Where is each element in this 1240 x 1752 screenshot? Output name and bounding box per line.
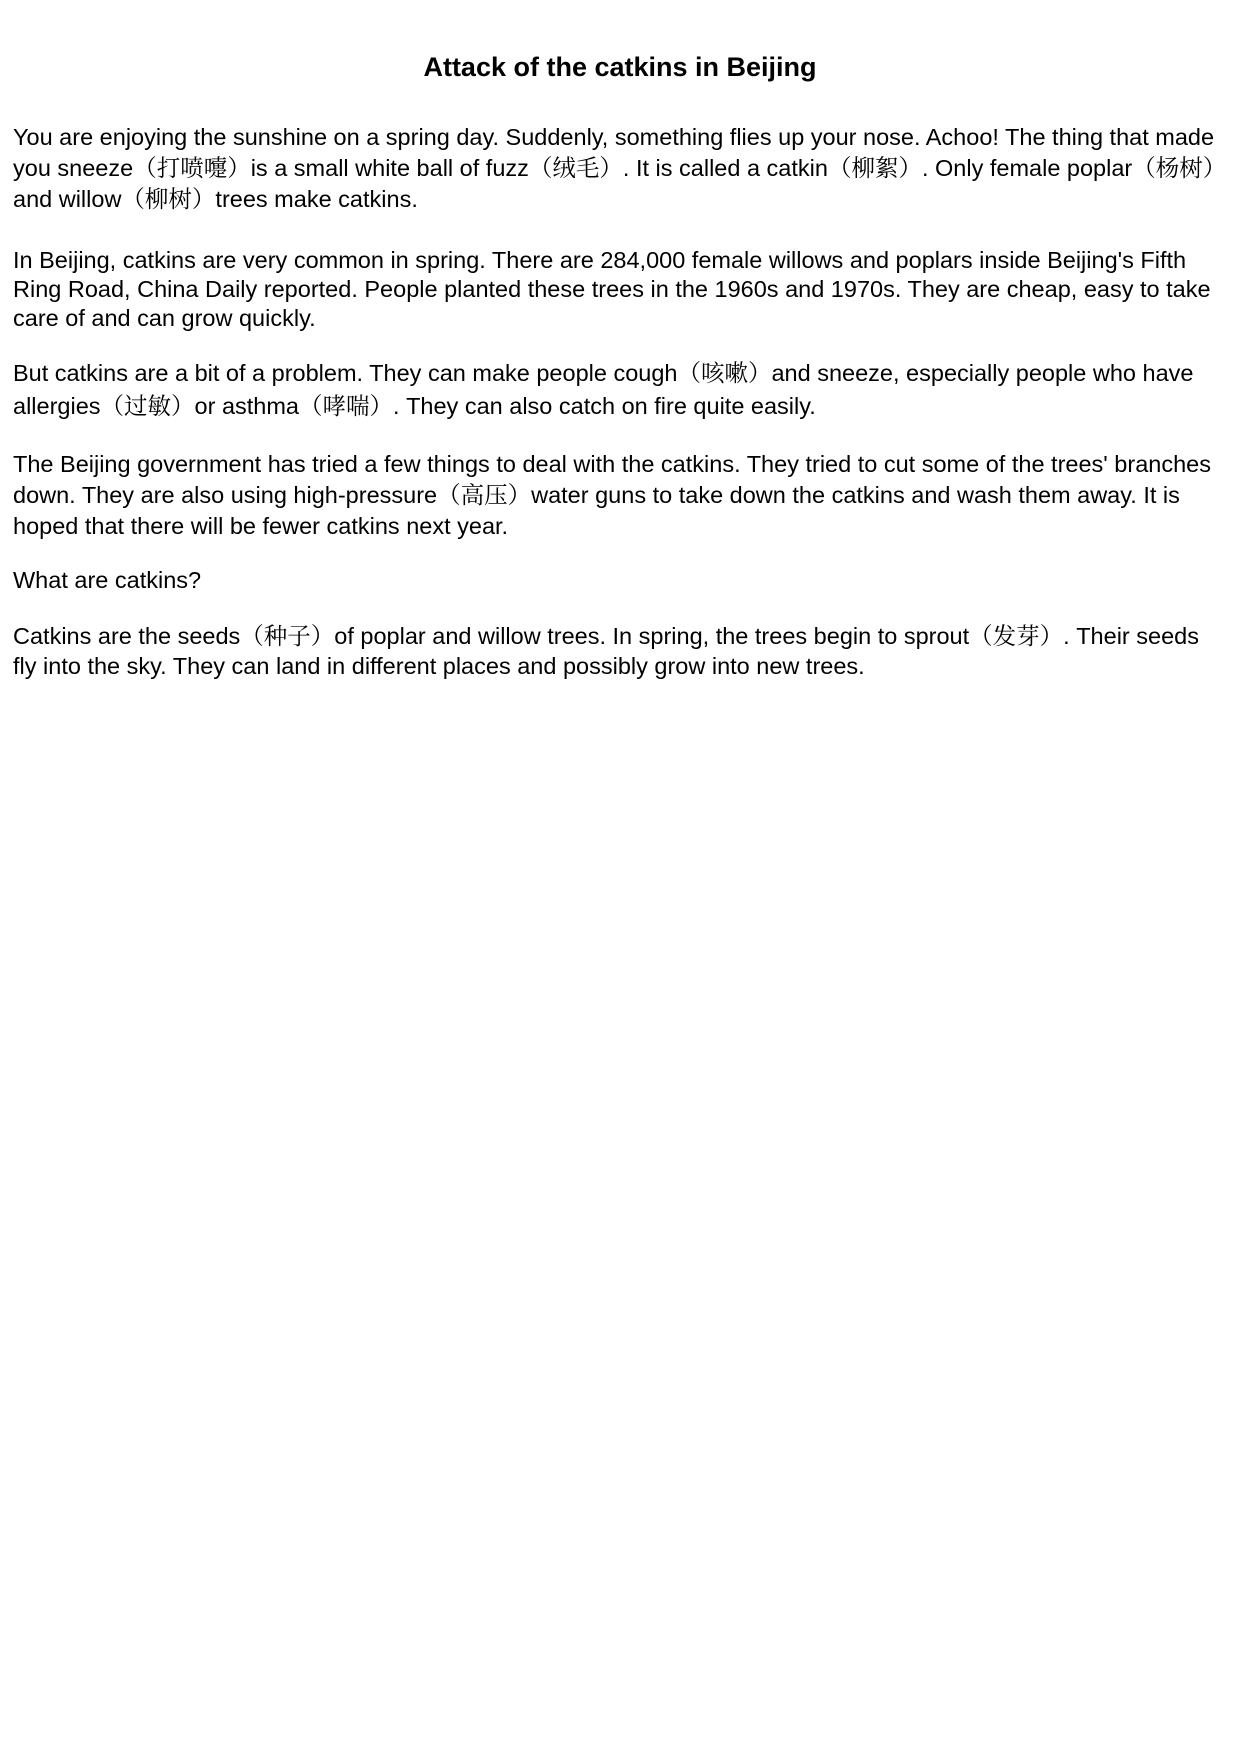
document-title: Attack of the catkins in Beijing — [423, 52, 817, 82]
paragraph-beijing: In Beijing, catkins are very common in spring. There are 284,000 female willows and poplars inside Beijing's Fifth Ring Road, China Daily reported. People planted these trees in the 1960s and 1970s. They are cheap, easy to take care of and can grow quickly. — [13, 247, 1211, 331]
paragraph-government: The Beijing government has tried a few things to deal with the catkins. They tried to cut some of the trees' branches down. They are also using high-pressure（高压）water guns to take down the catkins and wash them away. It is hoped that there will be fewer catkins next year. — [13, 451, 1211, 539]
paragraph-intro: You are enjoying the sunshine on a spring day. Suddenly, something flies up your nose. Achoo! The thing that made you sneeze（打喷嚏）is a small white ball of fuzz（绒毛）. It is called a catkin（柳絮）. Only female poplar（杨树）and willow（柳树）trees make catkins. — [13, 124, 1227, 212]
paragraph-problem: But catkins are a bit of a problem. They can make people cough（咳嗽）and sneeze, especially people who have allergies（过敏）or asthma（哮喘）. They can also catch on fire quite easily. — [13, 360, 1194, 419]
section-question: What are catkins? — [13, 567, 202, 593]
paragraph-answer: Catkins are the seeds（种子）of poplar and willow trees. In spring, the trees begin to sprout（发芽）. Their seeds fly into the sky. They can land in different places and possibly grow into new trees. — [13, 623, 1199, 679]
